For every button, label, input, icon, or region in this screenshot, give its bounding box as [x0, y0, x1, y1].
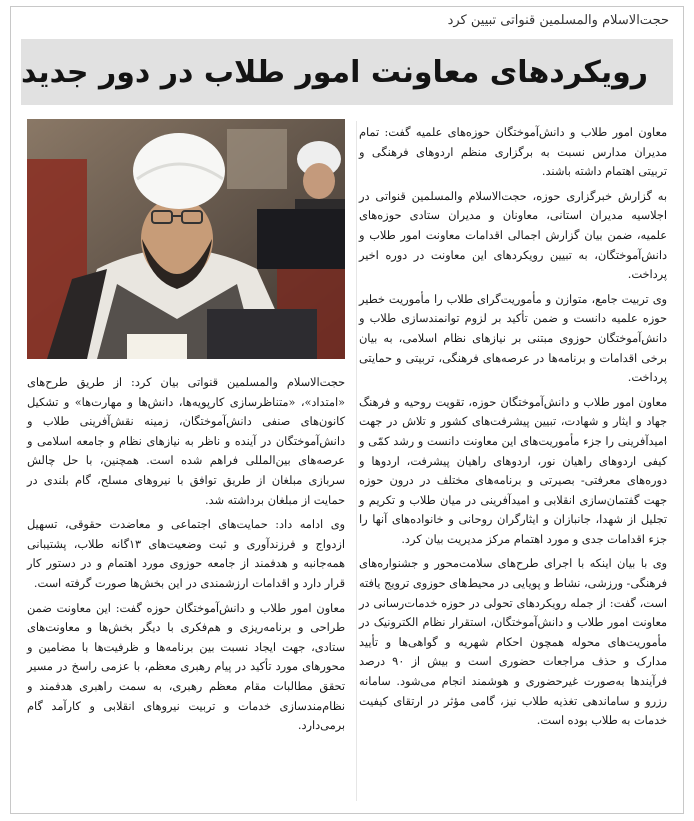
paragraph: معاون امور طلاب و دانش‌آموختگان حوزه گفت: این معاونت ضمن طراحی و برنامه‌ریزی و هم‌فکری با دیگر بخش‌ها و معاونت‌های ستادی، جهت ایجاد نسبت بین برنامه‌ها و ظرفیت‌ها با مضامین و محورهای مورد تأکید در پیام رهبری معظم، با عزمی راسخ در مسیر تحقق مطالبات مقام معظم رهبری، به سمت راهبری هدفمند و نظام‌مندسازی خدمات و تربیت نیروهای انقلابی و کارآمد گام برمی‌دارد. — [27, 601, 345, 733]
paragraph: وی تربیت جامع، متوازن و مأموریت‌گرای طلاب را مأموریت خطیر حوزه علمیه دانست و ضمن تأکید بر لزوم توانمندسازی طلاب و دانش‌آموختگان حوزوی مبتنی بر نیازهای نظام اسلامی، به بیان برخی اقدامات و برنامه‌ها در عرصه‌های فرهنگی، تربیتی و حمایتی پرداخت. — [359, 292, 667, 385]
paragraph: وی با بیان اینکه با اجرای طرح‌های سلامت‌محور و جشنواره‌های فرهنگی- ورزشی، نشاط و پویایی در محیط‌های حوزوی ترویج یافته است، گفت: از جمله رویکردهای تحولی در حوزه خدمات‌رسانی در معاونت امور طلاب و دانش‌آموختگان، استقرار نظام الکترونیک در مأموریت‌های محوله همچون احکام شهریه و گواهی‌ها و تأیید مدارک و حذف مراجعات حضوری است و بیش از ۹۰ درصد فرآیندها به‌صورت غیرحضوری و هوشمند انجام می‌شود. سامانه رزرو و ساماندهی تغذیه طلاب نیز، گامی مؤثر در ارتقای کیفیت خدمات به طلاب بوده است. — [359, 557, 667, 728]
article-column-right — [359, 123, 667, 736]
article-headline: رویکردهای معاونت امور طلاب در دور جدید — [21, 54, 648, 90]
article-column-left — [27, 373, 345, 741]
paragraph: به گزارش خبرگزاری حوزه، حجت‌الاسلام والمسلمین قنواتی در اجلاسیه مدیران استانی، معاونان و مدیران ستادی حوزه‌های علمیه، ضمن بیان گزارش اجمالی اقدامات معاونت امور طلاب و دانش‌آموختگان، به تبیین رویکردهای این معاونت در دوره اخیر پرداخت. — [359, 189, 667, 282]
paragraph: معاون امور طلاب و دانش‌آموختگان حوزه‌های علمیه گفت: تمام مدیران مدارس نسبت به برگزاری منظم اردوهای فرهنگی و تربیتی اهتمام داشته باشند. — [359, 126, 667, 179]
article-photo — [27, 119, 345, 359]
headline-band — [21, 39, 673, 105]
paragraph: معاون امور طلاب و دانش‌آموختگان حوزه، تقویت روحیه و فرهنگ جهاد و ایثار و شهادت، تبیین پیشرفت‌های کشور و تلاش در جهت امیدآفرینی را جزء مأموریت‌های این معاونت دانست و رشد کمّی و کیفی اردوهای راهیان نور، اردوهای راهیان پیشرفت، اردوها و دوره‌های معرفتی- بصیرتی و برنامه‌های مختلف در درون حوزه جهت گفتمان‌سازی انقلابی و امیدآفرینی در میان طلاب و تکریم و تجلیل از شهدا، جانبازان و ایثارگران روحانی و خانواده‌های آنها را جزء اقدامات جدی و مورد اهتمام مرکز مدیریت بیان کرد. — [359, 395, 667, 546]
article-kicker: حجت‌الاسلام والمسلمین قنواتی تبیین کرد — [447, 13, 669, 28]
newspaper-page — [10, 6, 684, 814]
paragraph: حجت‌الاسلام والمسلمین قنواتی بیان کرد: از طریق طرح‌های «امتداد»، «متناظرسازی کارپویه‌ها، دانش‌ها و مهارت‌ها» و تشکیل کانون‌های صنفی دانش‌آموختگان، زمینه نقش‌آفرینی طلاب و دانش‌آموختگان در آینده و ناظر به نیازهای نظام و جامعه اسلامی و عرصه‌های بین‌المللی فراهم شده است. همچنین، با حل چالش سربازی مبلغان از طریق توافق با نیروهای مسلح، گام بلندی در حمایت از مبلغان برداشته شد. — [27, 376, 345, 507]
column-divider — [356, 121, 357, 801]
cleric-portrait-image — [27, 119, 345, 359]
paragraph: وی ادامه داد: حمایت‌های اجتماعی و معاضدت حقوقی، تسهیل ازدواج و فرزندآوری و ثبت وضعیت‌های ۱۳گانه طلاب، پشتیبانی همه‌جانبه و هدفمند از جامعه حوزوی مورد اهتمام و در دستور کار قرار دارد و اقدامات ارزشمندی در این بخش‌ها صورت گرفته است. — [27, 518, 345, 590]
